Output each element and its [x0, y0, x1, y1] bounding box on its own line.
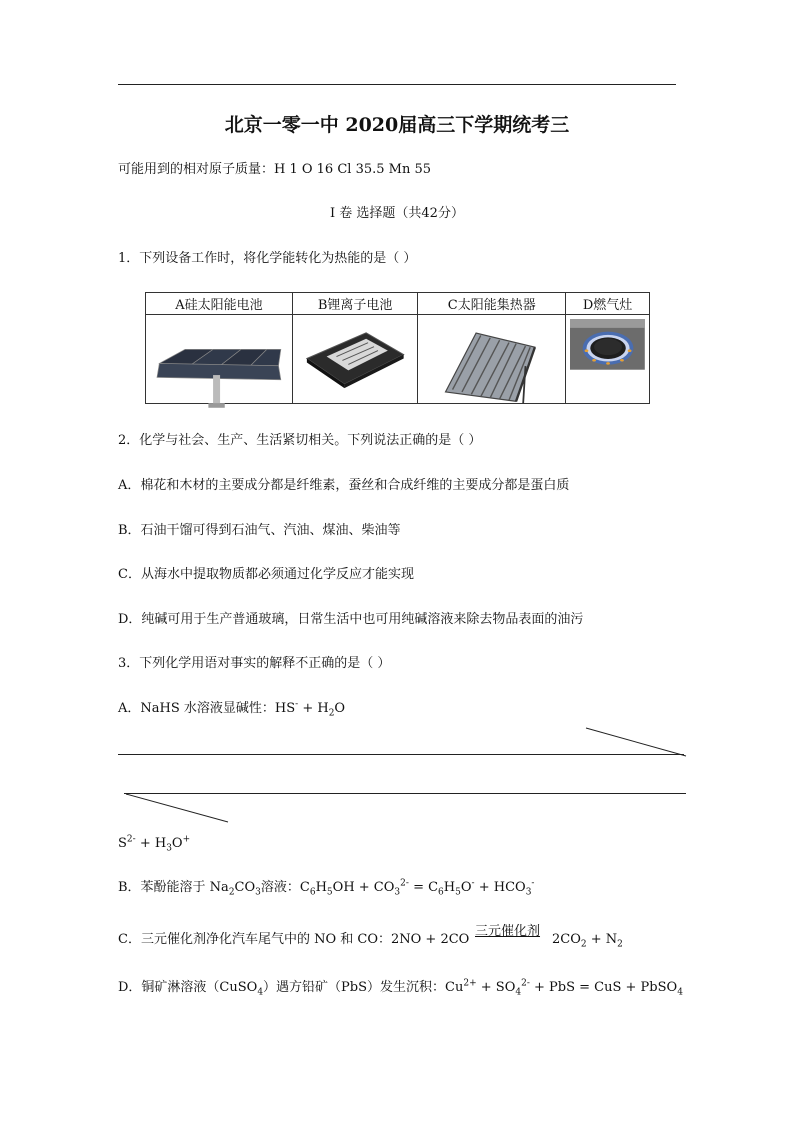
atomic-mass-line: 可能用到的相对原子质量：H 1 O 16 Cl 35.5 Mn 55 — [118, 162, 432, 177]
q1-option-a: A硅太阳能电池 — [146, 293, 293, 315]
section-heading: I 卷 选择题（共42分） — [330, 206, 464, 221]
q3-option-d: D．铜矿淋溶液（CuSO$_4$）遇方铅矿（PbS）发生沉积：$Cu^{2+} + SO_4^{2-}$ + PbS = CuS + PbSO$_4$ — [118, 978, 683, 998]
q1-options-table — [145, 292, 650, 404]
equilibrium-arrow-head-icon — [580, 724, 690, 760]
q2-option-b: B．石油干馏可得到石油气、汽油、煤油、柴油等 — [118, 523, 401, 538]
q1-stem: 1．下列设备工作时，将化学能转化为热能的是（ ） — [118, 251, 417, 266]
battery-icon — [297, 319, 414, 398]
q2-stem: 2．化学与社会、生产、生活紧切相关。下列说法正确的是（ ） — [118, 433, 482, 448]
q3-option-c-products: $2CO_2 + N_2$ — [552, 932, 623, 950]
solar-panel-icon — [150, 319, 288, 412]
solar-collector-image — [418, 315, 566, 404]
equilibrium-arrow-tail-icon — [120, 792, 232, 826]
q2-option-c: C．从海水中提取物质都必须通过化学反应才能实现 — [118, 567, 414, 582]
header-rule — [118, 84, 676, 85]
q3-option-a: A．NaHS 水溶液显碱性：$HS^- + H_2O$ — [118, 699, 346, 719]
q1-option-c: C太阳能集热器 — [418, 293, 566, 315]
q2-option-d: D．纯碱可用于生产普通玻璃，日常生活中也可用纯碱溶液来除去物品表面的油污 — [118, 612, 584, 627]
q3-option-a-products: $S^{2-} + H_3O^+$ — [118, 834, 191, 854]
page-title: 北京一零一中 2020届高三下学期统考三 — [224, 114, 570, 136]
q3-stem: 3．下列化学用语对事实的解释不正确的是（ ） — [118, 656, 391, 671]
q2-option-a: A．棉花和木材的主要成分都是纤维素，蚕丝和合成纤维的主要成分都是蛋白质 — [118, 478, 570, 493]
q3-option-b: B．苯酚能溶于 $Na_2CO_3$溶液：$C_6H_5OH + CO_3^{2-} = C_6H_5O^- + HCO_3^-$ — [118, 878, 535, 898]
q1-option-b: B锂离子电池 — [292, 293, 418, 315]
q1-option-d: D燃气灶 — [566, 293, 650, 315]
q3-option-c: C．三元催化剂净化汽车尾气中的 NO 和 CO：2NO + 2CO — [118, 932, 470, 947]
solar-panel-image — [146, 315, 293, 404]
catalyst-label: 三元催化剂 — [475, 924, 541, 939]
gas-stove-icon — [570, 319, 645, 370]
lithium-battery-image — [292, 315, 418, 404]
solar-collector-icon — [422, 319, 561, 413]
gas-stove-image — [566, 315, 650, 404]
